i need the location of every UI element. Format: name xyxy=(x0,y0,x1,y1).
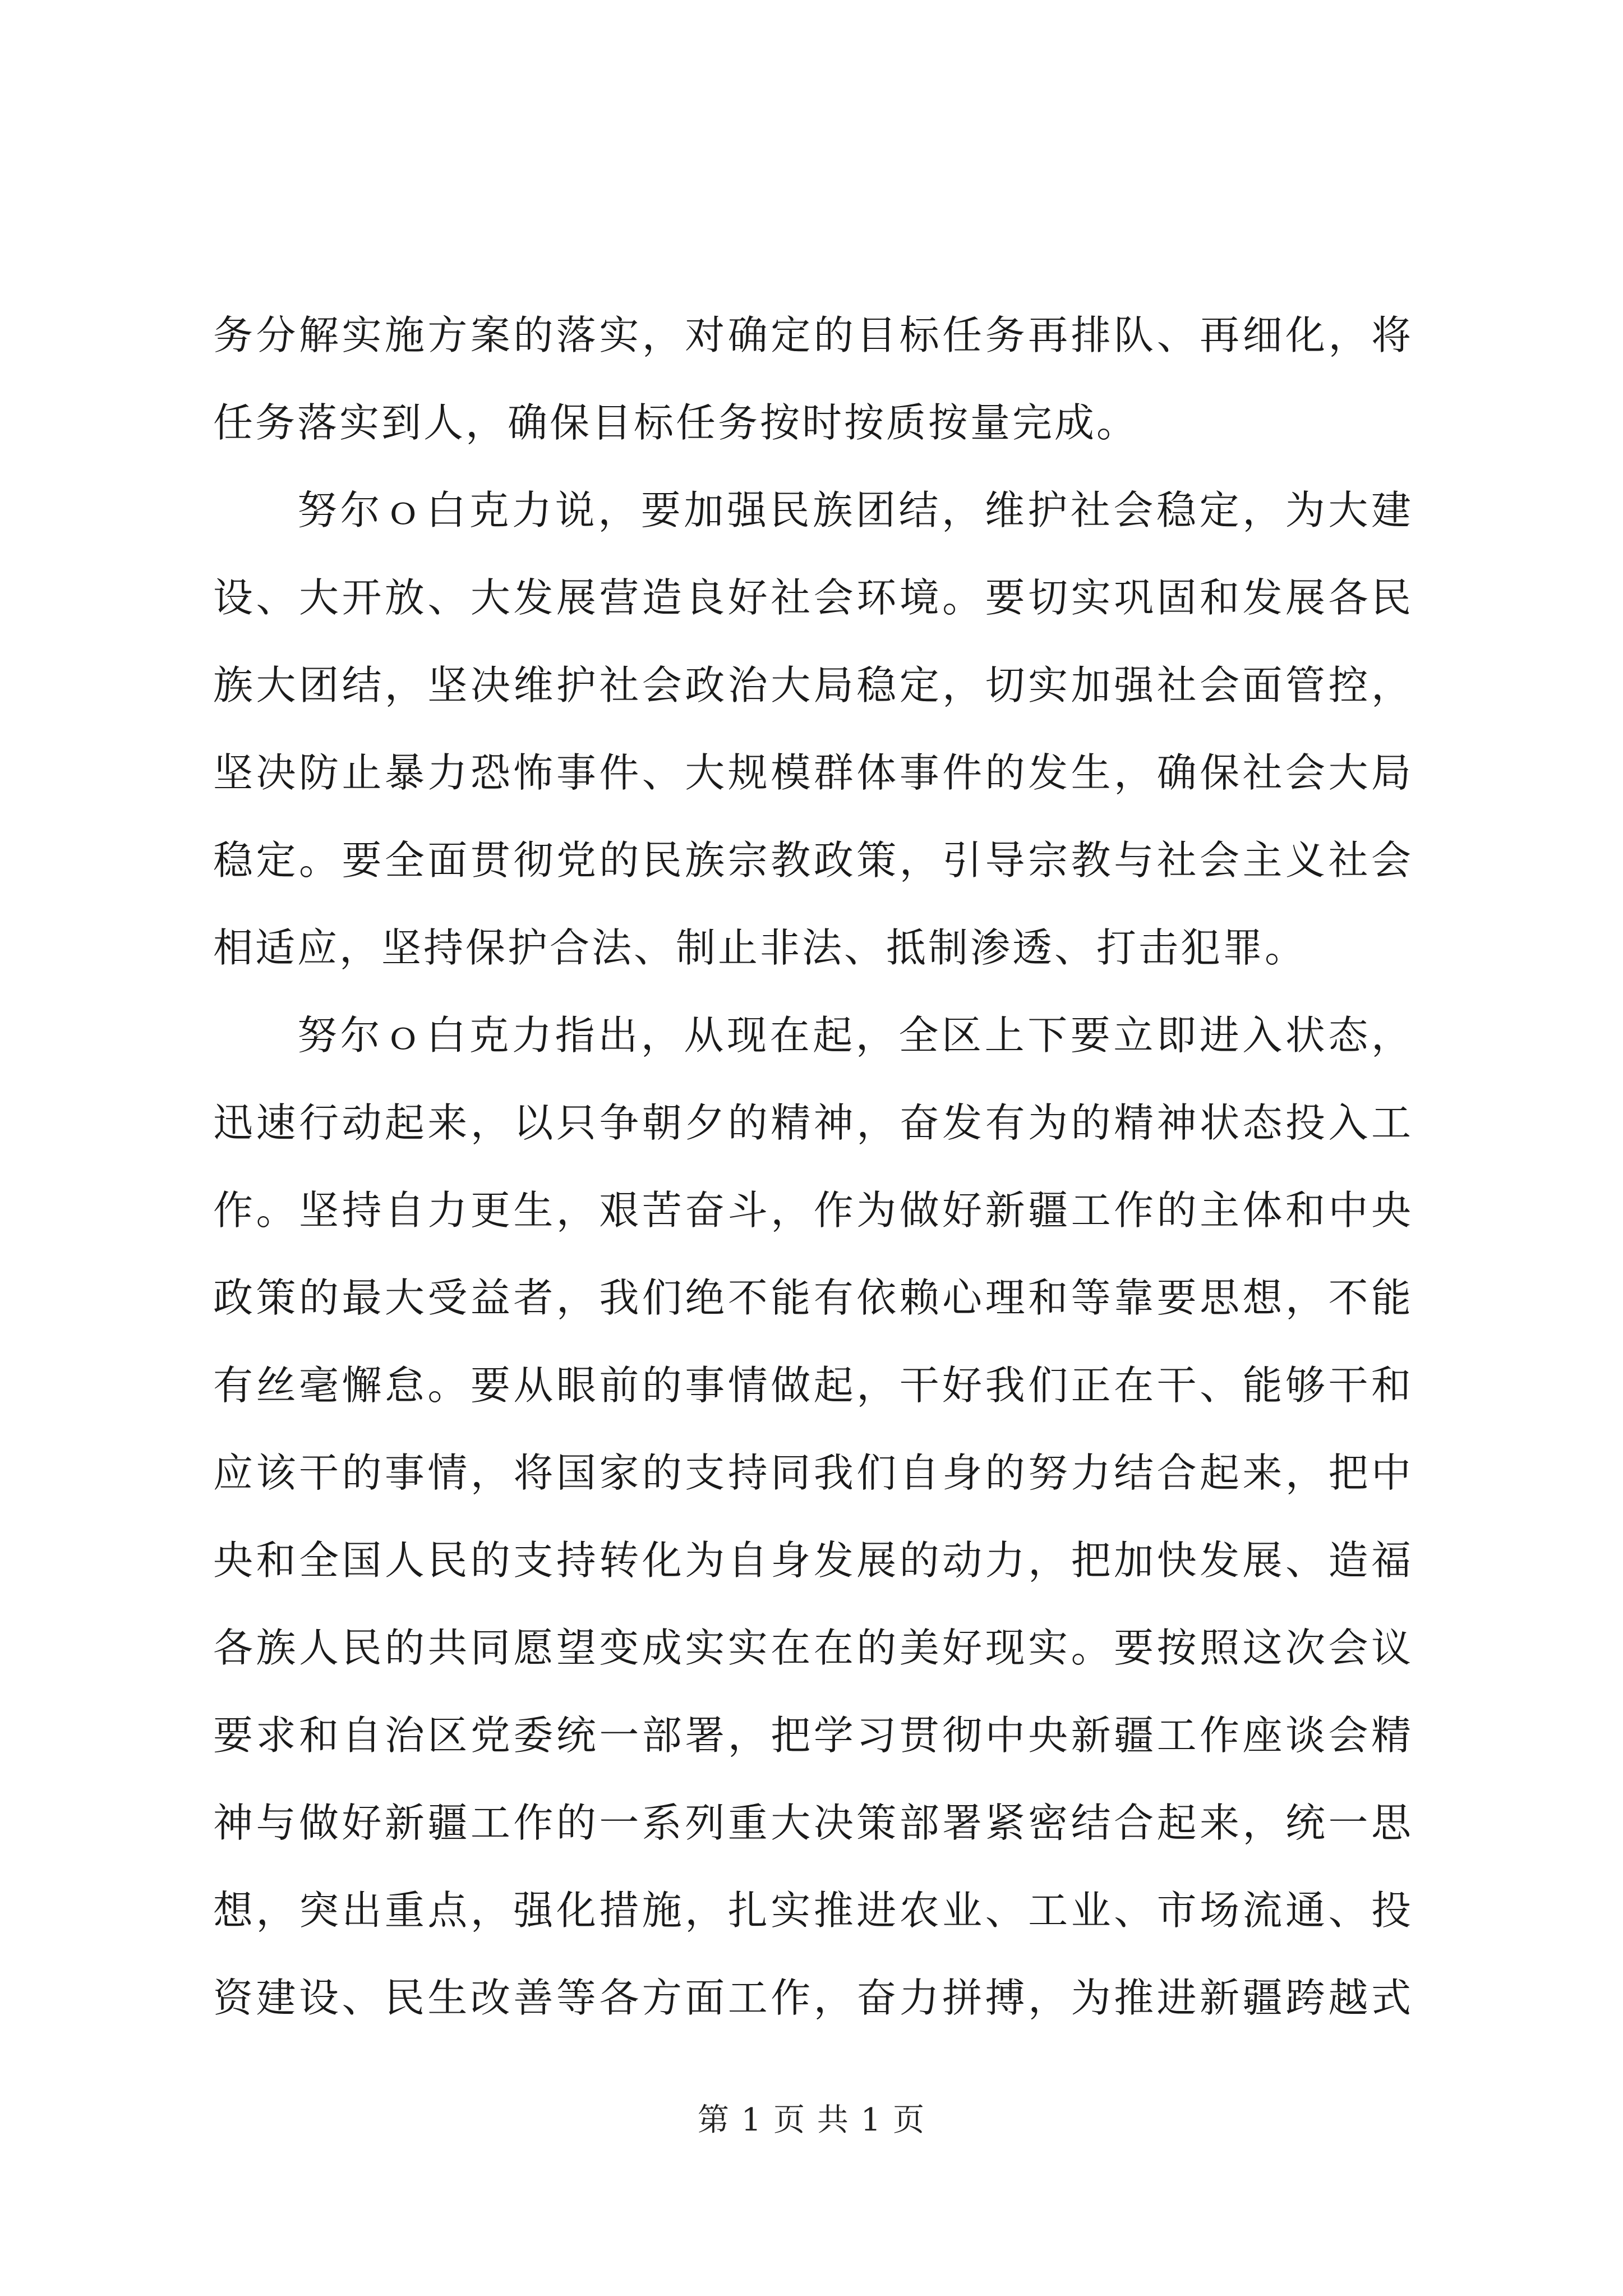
text-line: 任务落实到人，确保目标任务按时按质按量完成。 xyxy=(213,399,1139,446)
text-line: 坚决防止暴力恐怖事件、大规模群体事件的发生，确保社会大局 xyxy=(213,749,1413,796)
text-line: 想，突出重点，强化措施，扎实推进农业、工业、市场流通、投 xyxy=(213,1887,1413,1934)
text-line: 作。坚持自力更生，艰苦奋斗，作为做好新疆工作的主体和中央 xyxy=(213,1187,1413,1234)
text-line: 各族人民的共同愿望变成实实在在的美好现实。要按照这次会议 xyxy=(213,1625,1413,1671)
text-line: 应该干的事情，将国家的支持同我们自身的努力结合起来，把中 xyxy=(213,1450,1413,1496)
document-body xyxy=(213,292,1413,2042)
text-line: 努尔ｏ白克力说，要加强民族团结，维护社会稳定，为大建 xyxy=(297,487,1413,533)
text-line: 努尔ｏ白克力指出，从现在起，全区上下要立即进入状态， xyxy=(297,1012,1413,1059)
text-line: 央和全国人民的支持转化为自身发展的动力，把加快发展、造福 xyxy=(213,1537,1413,1584)
text-line: 要求和自治区党委统一部署，把学习贯彻中央新疆工作座谈会精 xyxy=(213,1712,1413,1759)
text-line: 相适应，坚持保护合法、制止非法、抵制渗透、打击犯罪。 xyxy=(213,924,1307,971)
text-line: 政策的最大受益者，我们绝不能有依赖心理和等靠要思想，不能 xyxy=(213,1274,1413,1321)
text-line: 务分解实施方案的落实，对确定的目标任务再排队、再细化，将 xyxy=(213,312,1413,358)
text-line: 神与做好新疆工作的一系列重大决策部署紧密结合起来，统一思 xyxy=(213,1800,1413,1846)
text-line: 稳定。要全面贯彻党的民族宗教政策，引导宗教与社会主义社会 xyxy=(213,837,1413,884)
text-line: 有丝毫懈怠。要从眼前的事情做起，干好我们正在干、能够干和 xyxy=(213,1362,1413,1409)
text-line: 迅速行动起来，以只争朝夕的精神，奋发有为的精神状态投入工 xyxy=(213,1099,1413,1146)
text-line: 设、大开放、大发展营造良好社会环境。要切实巩固和发展各民 xyxy=(213,574,1413,621)
page-footer: 第 1 页 共 1 页 xyxy=(697,2102,926,2138)
text-line: 族大团结，坚决维护社会政治大局稳定，切实加强社会面管控， xyxy=(213,662,1413,708)
text-line: 资建设、民生改善等各方面工作，奋力拼搏，为推进新疆跨越式 xyxy=(213,1975,1413,2021)
